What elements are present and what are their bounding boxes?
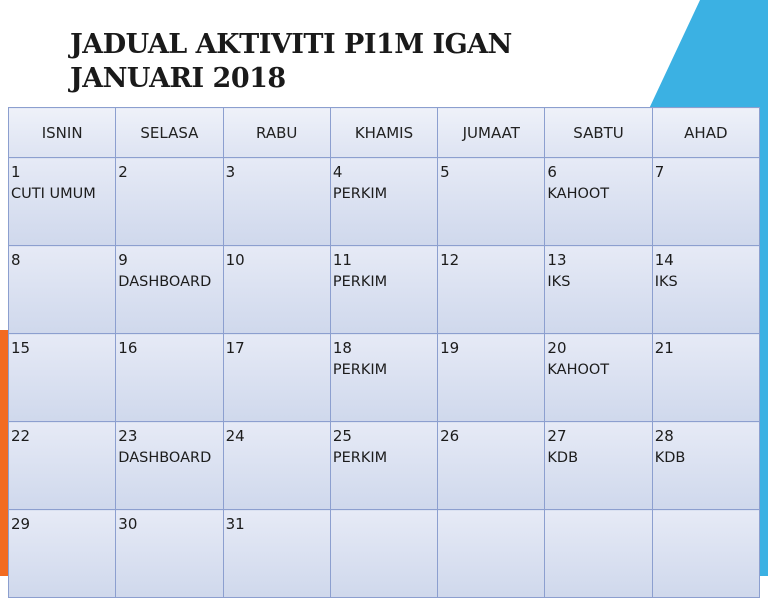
day-number: 16 xyxy=(118,339,138,357)
day-cell xyxy=(545,334,652,422)
day-cell xyxy=(330,334,437,422)
activity-label: KDB xyxy=(547,450,579,466)
day-cell xyxy=(545,158,652,246)
activity-label: PERKIM xyxy=(332,450,388,466)
slide-title xyxy=(70,28,512,96)
day-number: 4 xyxy=(332,163,343,181)
day-number: 28 xyxy=(654,427,674,445)
title-line-2: JANUARI 2018 xyxy=(70,63,286,94)
day-number: 31 xyxy=(225,515,245,533)
day-cell xyxy=(652,422,759,510)
activity-label: IKS xyxy=(547,274,571,290)
day-number: 21 xyxy=(654,339,674,357)
day-number: 24 xyxy=(225,427,245,445)
header-ahad: AHAD xyxy=(652,108,759,158)
header-selasa: SELASA xyxy=(116,108,223,158)
day-cell xyxy=(9,158,116,246)
day-number: 9 xyxy=(118,251,128,269)
week-row xyxy=(9,246,760,334)
day-cell xyxy=(438,246,545,334)
week-row xyxy=(9,422,760,510)
day-number: 25 xyxy=(332,427,352,445)
header-jumaat: JUMAAT xyxy=(438,108,545,158)
day-cell xyxy=(330,246,437,334)
header-row xyxy=(9,108,760,158)
day-number: 2 xyxy=(118,163,128,181)
day-cell xyxy=(652,158,759,246)
week-row xyxy=(9,158,760,246)
activity-label: CUTI UMUM xyxy=(11,186,96,202)
activity-label: KDB xyxy=(654,450,686,466)
week-row xyxy=(9,334,760,422)
day-number: 27 xyxy=(547,427,567,445)
day-number: 15 xyxy=(11,339,31,357)
header-sabtu: SABTU xyxy=(545,108,652,158)
day-cell xyxy=(116,422,223,510)
day-cell xyxy=(652,246,759,334)
day-cell xyxy=(9,246,116,334)
day-number: 17 xyxy=(225,339,245,357)
day-cell xyxy=(438,422,545,510)
day-cell xyxy=(330,510,437,598)
day-number: 18 xyxy=(332,339,352,357)
day-cell xyxy=(330,422,437,510)
day-cell xyxy=(545,510,652,598)
activity-label: KAHOOT xyxy=(547,186,610,202)
title-line-1: JADUAL AKTIVITI PI1M IGAN xyxy=(70,29,512,60)
header-isnin: ISNIN xyxy=(9,108,116,158)
day-cell xyxy=(330,158,437,246)
day-cell xyxy=(652,510,759,598)
day-cell xyxy=(9,422,116,510)
day-cell xyxy=(116,334,223,422)
day-number: 23 xyxy=(118,427,138,445)
day-cell xyxy=(223,422,330,510)
activity-label: KAHOOT xyxy=(547,362,610,378)
day-number: 7 xyxy=(654,163,665,181)
header-rabu: RABU xyxy=(223,108,330,158)
day-cell xyxy=(9,334,116,422)
day-number: 14 xyxy=(654,251,674,269)
day-cell xyxy=(652,334,759,422)
header-khamis: KHAMIS xyxy=(330,108,437,158)
day-cell xyxy=(438,510,545,598)
activity-label: DASHBOARD xyxy=(118,450,212,466)
day-number: 6 xyxy=(547,163,557,181)
activity-label: IKS xyxy=(654,274,678,290)
day-number: 11 xyxy=(332,251,352,269)
day-cell xyxy=(438,334,545,422)
day-cell xyxy=(545,422,652,510)
day-cell xyxy=(9,510,116,598)
day-cell xyxy=(438,158,545,246)
day-number: 20 xyxy=(547,339,567,357)
day-number: 12 xyxy=(440,251,460,269)
day-number: 8 xyxy=(11,251,21,269)
day-number: 19 xyxy=(440,339,460,357)
day-cell xyxy=(545,246,652,334)
activity-label: PERKIM xyxy=(332,362,388,378)
day-number: 13 xyxy=(547,251,567,269)
day-cell xyxy=(223,510,330,598)
day-number: 3 xyxy=(225,163,236,181)
calendar-table xyxy=(8,107,760,598)
day-cell xyxy=(223,334,330,422)
activity-label: DASHBOARD xyxy=(118,274,212,290)
day-number: 10 xyxy=(225,251,245,269)
day-cell xyxy=(116,510,223,598)
day-cell xyxy=(223,158,330,246)
day-number: 26 xyxy=(440,427,460,445)
day-number: 30 xyxy=(118,515,138,533)
day-cell xyxy=(116,158,223,246)
activity-label: PERKIM xyxy=(332,274,388,290)
day-number: 29 xyxy=(11,515,31,533)
day-number: 5 xyxy=(440,163,450,181)
day-cell xyxy=(223,246,330,334)
week-row xyxy=(9,510,760,598)
activity-label: PERKIM xyxy=(332,186,388,202)
day-number: 22 xyxy=(11,427,31,445)
day-cell xyxy=(116,246,223,334)
day-number: 1 xyxy=(11,163,21,181)
